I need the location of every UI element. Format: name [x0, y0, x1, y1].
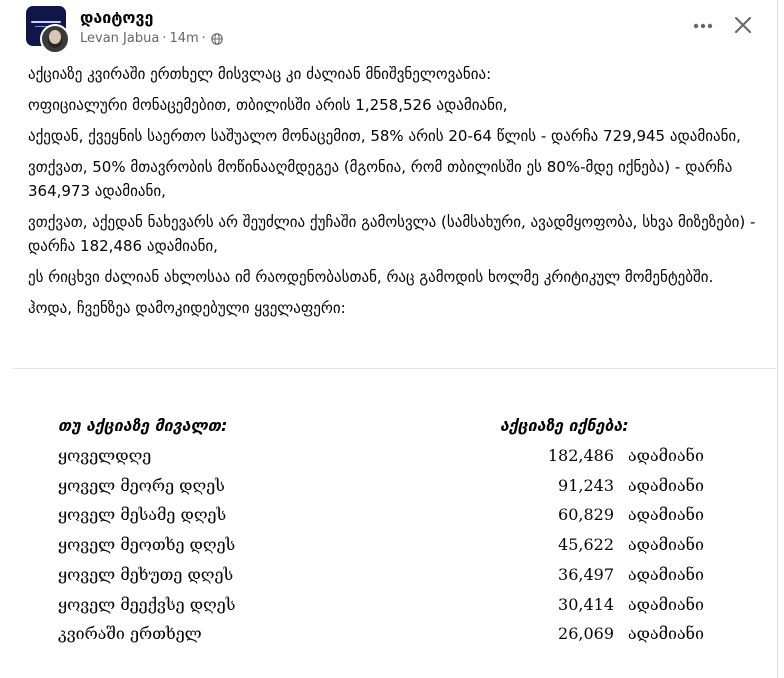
close-button[interactable] — [728, 10, 758, 40]
row-label: ყოველდღე — [58, 446, 152, 465]
row-unit: ადამიანი — [628, 476, 704, 495]
table-header-right: აქციაზე იქნება: — [500, 416, 629, 435]
row-unit: ადამიანი — [628, 624, 704, 643]
author-avatar-face — [49, 30, 61, 44]
table-row — [0, 505, 784, 533]
more-options-button[interactable] — [688, 12, 718, 40]
row-value: 182,486 — [547, 446, 614, 465]
table-row — [0, 476, 784, 504]
post-paragraph: ვთქვათ, აქედან ნახევარს არ შეუძლია ქუჩაში გამოსვლა (სამსახური, ავადმყოფობა, სხვა მიზეზები) - დარჩა 182,486 ადამიანი, — [28, 213, 756, 255]
row-value: 45,622 — [558, 535, 614, 554]
row-unit: ადამიანი — [628, 565, 704, 584]
author-avatar[interactable] — [40, 24, 70, 54]
row-unit: ადამიანი — [628, 505, 704, 524]
post-body — [28, 62, 768, 327]
table-row — [0, 446, 784, 474]
table-header-left: თუ აქციაზე მივალთ: — [58, 416, 228, 435]
table-row — [0, 535, 784, 563]
avatar-group[interactable] — [26, 6, 68, 48]
page-logo-mark — [31, 21, 61, 23]
meta-separator: · — [201, 31, 206, 46]
row-label: ყოველ მეორე დღეს — [58, 476, 225, 495]
row-unit: ადამიანი — [628, 595, 704, 614]
row-label: ყოველ მეექვსე დღეს — [58, 595, 236, 614]
row-unit: ადამიანი — [628, 446, 704, 465]
post-paragraph: ეს რიცხვი ძალიან ახლოსაა იმ რაოდენობასთან, რაც გამოდის ხოლმე კრიტიკულ მომენტებში. — [28, 268, 714, 286]
post-paragraph: ვთქვათ, 50% მთავრობის მოწინააღმდეგეა (მგონია, რომ თბილისში ეს 80%-მდე იქნება) - დარჩა 364,973 ადამიანი, — [28, 158, 733, 200]
meta-separator: · — [162, 31, 167, 46]
row-label: კვირაში ერთხელ — [58, 624, 202, 643]
table-row — [0, 624, 784, 652]
row-value: 91,243 — [558, 476, 614, 495]
table-row — [0, 565, 784, 593]
post-paragraph: აქციაზე კვირაში ერთხელ მისვლაც კი ძალიან მნიშვნელოვანია: — [28, 65, 492, 83]
row-label: ყოველ მესამე დღეს — [58, 505, 227, 524]
post-header — [0, 0, 784, 56]
author-name[interactable]: Levan Jabua — [80, 31, 160, 46]
post-paragraph: ოფიციალური მონაცემებით, თბილისში არის 1,258,526 ადამიანი, — [28, 96, 508, 114]
more-icon — [693, 23, 713, 29]
row-value: 26,069 — [558, 624, 614, 643]
row-value: 36,497 — [558, 565, 614, 584]
row-value: 60,829 — [558, 505, 614, 524]
post-meta — [80, 31, 223, 46]
post-time[interactable]: 14m — [169, 31, 199, 46]
post-paragraph: აქედან, ქვეყნის საერთო საშუალო მონაცემით, 58% არის 20-64 წლის - დარჩა 729,945 ადამიანი, — [28, 127, 741, 145]
attendance-table-image[interactable] — [0, 369, 784, 678]
table-row — [0, 595, 784, 623]
row-label: ყოველ მეხუთე დღეს — [58, 565, 234, 584]
row-label: ყოველ მეოთხე დღეს — [58, 535, 236, 554]
row-unit: ადამიანი — [628, 535, 704, 554]
post-paragraph: ჰოდა, ჩვენზეა დამოკიდებული ყველაფერი: — [28, 299, 346, 317]
page-name[interactable]: დაიტოვე — [80, 8, 154, 27]
close-icon — [734, 16, 752, 34]
globe-icon — [211, 33, 223, 45]
row-value: 30,414 — [558, 595, 614, 614]
